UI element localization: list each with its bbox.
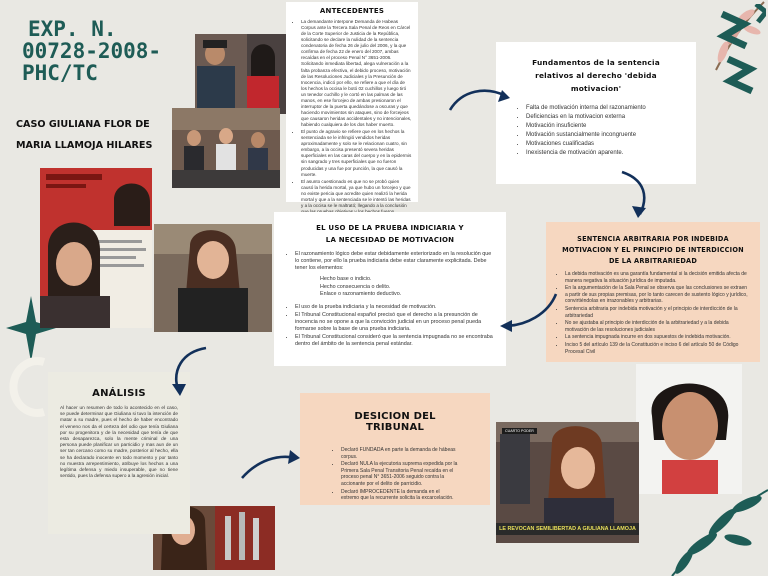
arrow-icon-to-sentencia <box>616 170 656 220</box>
prueba-bullet: • El Tribunal Constitucional consideró que la sentencia impugnada no se encontraba dentro del ámbito de la sentencia penal estándar. <box>295 334 494 348</box>
news-top-badge: CUARTO PODER <box>502 428 537 434</box>
case-number-heading <box>22 18 202 84</box>
fundamentos-item: • Inexistencia de motivación aparente. <box>526 150 678 158</box>
photo-mother-portrait <box>636 364 742 494</box>
case-number-line-2: 00728-2008- <box>22 39 162 63</box>
prueba-bullet: • El Tribunal Constitucional español precisó que el derecho a la presunción de inocencia no se opone a que la convicción judicial en un proceso penal pueda formarse sobre la base de una prueba indiciaria. <box>295 312 494 333</box>
antecedentes-paragraph: • El punto de agravio se refiere que en los hechos la sentenciada se le infringió vendidos heridas aproximadamente y solo se le relacionan cuatro, sin embargo, a la occisa presentó severa heridas superficiales en las caras del cuerpo y en la epidermis sin sangrado y tres superficiales que no fueron producidas y una fue por punción, la que causó la muerte. <box>301 129 412 178</box>
antecedentes-title: ANTECEDENTES <box>319 7 385 15</box>
arrow-icon-to-decision <box>238 440 304 482</box>
prueba-bullet: • El uso de la prueba indiciaria y la necesidad de motivación. <box>295 304 494 311</box>
fundamentos-title: Fundamentos de la sentencia relativos al derecho 'debida motivacion' <box>532 58 660 93</box>
sentencia-item: • La debida motivación es una garantía fundamental si la decisión emitida afecta de manera negativa la situación jurídica de imputada. <box>565 271 750 284</box>
analisis-title: ANÁLISIS <box>92 388 146 399</box>
decision-item: • Declaró NULA la ejecutoria suprema expedida por la Primera Sala Penal Transitoria Penal recaída en el proceso penal N° 3651-2006 seguido contra la accionante por el delito de parricidio. <box>341 461 458 487</box>
analisis-text: Al hacer un resumen de todo lo acontecido en el caso, se puede determinar que Giuliana si tuvo la intención de matar a su madre, pues el hecho de haber encontrado el veneno nos da el certeza del odio que tenía Giuliana por su progenitora y de la necesidad que tenía de que esta desaparezca, solo la mente criminal de una persona puede planificar un parricidio y mas aun de un ser tan cercano como su madre, posterior al hecho, ella se ha declarado inocente en todo momento y por tanto no muestra arrepentimiento, atribuye los hechos a una legítima defensa y miedo insuperable, que no tiene sentido, pues la defensa supero a la agresión inicial. <box>60 405 178 479</box>
sentencia-item: • La sentencia impugnada incurre en dos supuestos de indebida motivación. <box>565 334 750 341</box>
sentencia-title: SENTENCIA ARBITRARIA POR INDEBIDA MOTIVACION Y EL PRINCIPIO DE INTERDICCION DE LA ARBITRARIEDAD <box>562 235 744 265</box>
sentencia-item: • No se ajustaba al principio de interdicción de la arbitrariedad y a la debida motivación de las resoluciones judiciales <box>565 320 750 333</box>
decision-title: DESICION DEL TRIBUNAL <box>354 411 436 433</box>
prueba-title: EL USO DE LA PRUEBA INDICIARIA Y LA NECESIDAD DE MOTIVACION <box>316 224 464 244</box>
zigzag-decoration <box>716 4 766 99</box>
photo-courtroom-group <box>172 108 280 188</box>
arrow-icon-to-analisis <box>160 344 210 400</box>
prueba-indiciaria-card <box>274 212 506 366</box>
fundamentos-item: • Deficiencias en la motivacion externa <box>526 114 678 122</box>
case-name-line-1: CASO GIULIANA FLOR DE <box>16 119 150 130</box>
sentencia-item: • Sentencia arbitraria por indebida motivación y el principio de interdicción de la arbitrariedad <box>565 306 750 319</box>
prueba-intro: • El razonamiento lógico debe estar debidamente exteriorizado en la resolución que lo contiene, por ello la prueba indiciaria debe estar claramente explicitada. Debe tener los elementos: <box>295 251 494 272</box>
decision-tribunal-card <box>300 393 490 505</box>
sentencia-arbitraria-card <box>546 222 760 362</box>
case-name-line-2: MARIA LLAMOJA HILARES <box>16 140 153 151</box>
fundamentos-item: • Falta de motivación interna del razonamiento <box>526 105 678 113</box>
news-caption: LE REVOCAN SEMILIBERTAD A GIULIANA LLAMOJA <box>496 523 639 535</box>
fundamentos-item: • Motivación sustancialmente incongruente <box>526 132 678 140</box>
photo-newspaper-clipping <box>40 168 152 328</box>
sentencia-item: • En la argumentación de la Sala Penal se observa que las conclusiones se extraen a partir de sus propias premisas, por lo tanto carecen de sustento lógico y jurídico, convirtiéndolas en irrazonables y arbitrarias. <box>565 285 750 305</box>
fundamentos-card <box>496 42 696 184</box>
decision-item: • Declaró IMPROCEDENTE la demanda en el extremo que la recurrente solicita la excarcelación. <box>341 489 458 502</box>
photo-police-arrest <box>195 34 287 114</box>
arrow-icon-to-fundamentos <box>446 80 512 116</box>
sentencia-item: • Inciso 5 del artículo 139 de la Constitución e inciso 6 del artículo 50 de Código Procesal Civil <box>565 342 750 355</box>
ring-decoration <box>0 352 48 422</box>
case-number-line-1: EXP. N. <box>28 17 117 41</box>
decision-item: • Declaró FUNDADA en parte la demanda de hábeas corpus. <box>341 447 458 460</box>
antecedentes-paragraph: • La demandante interpone Demanda de Habeas Corpus ante la Tercera Sala Penal de Reos en Cárcel de la Corte Superior de Justicia de la República, solicitando se declare la nulidad de la sentencia condenatoria de fecha 26 de julio del 2006, y la que confirma de fecha 22 de enero del 2007, ambas recaídas en el proceso Penal N° 3651-2006. Solicitando inmediata libertad, alega vulneración a la falta probanza efectiva, el debido proceso, motivación de las Resoluciones Judiciales y la Presunción de Inocencia, indicó por ello, se refiere a que el día de los hechos la occisa le botó 02 cuchillos y luego tiró un tenedor cuchillo y le cortó en las palmas de las manos, en ese forcejeo de ambas presionaron el interruptor de la puerta quedándose a oscuras y que haciendo movimientos sin ataques, sino de forcejeos que causaron heridas accidentales y no intencionales, habiendo cualquiera de los dos haber muerto. <box>301 19 412 128</box>
photo-news-broadcast <box>496 422 639 543</box>
antecedentes-paragraph: • El asunto cuestionado es que no se probó quien causó la herida mortal, ya que hubo un forcejeo y que no existe pericia que acredite quien realizó la herida mortal y que a la sentenciada se le intentó las heridas y a la occisa se le maltrató; llegando a la conclusión <box>301 179 412 228</box>
case-number-line-3: PHC/TC <box>22 61 98 85</box>
case-name-heading <box>16 114 166 156</box>
photo-giuliana-portrait <box>154 224 272 332</box>
fundamentos-item: • Motivaciones cualificadas <box>526 141 678 149</box>
antecedentes-card <box>286 2 418 208</box>
prueba-element: Hecho base o indicio. <box>320 276 372 283</box>
arrow-icon-to-prueba <box>496 290 560 334</box>
prueba-element: Hecho consecuencia o delito. <box>320 283 391 290</box>
prueba-element: Enlace o razonamiento deductivo. <box>320 290 402 297</box>
fundamentos-item: • Motivación insuficiente <box>526 123 678 131</box>
